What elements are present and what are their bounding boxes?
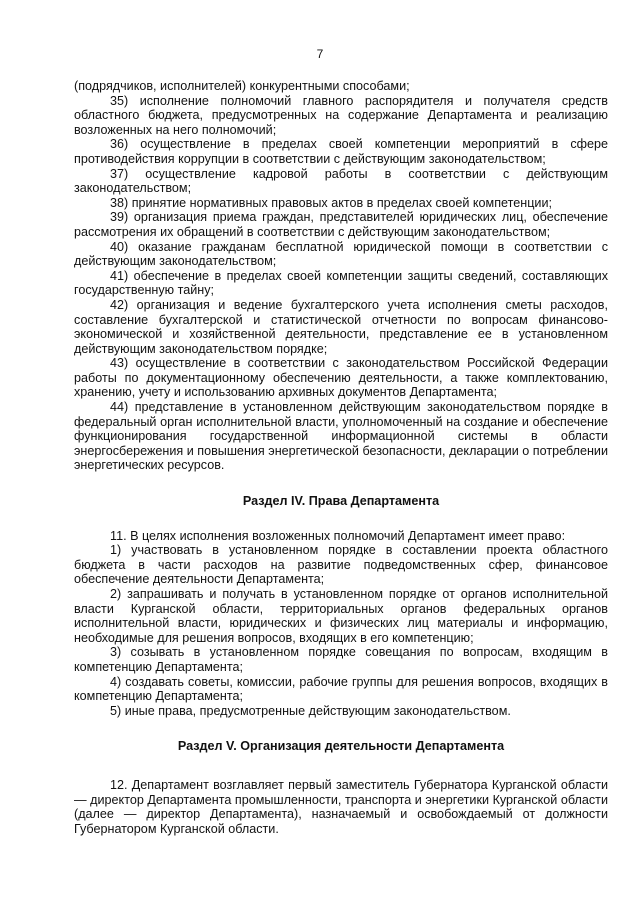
section-heading-v: Раздел V. Организация деятельности Департамента (177, 739, 505, 754)
right-item-4: 4) создавать советы, комиссии, рабочие группы для решения вопросов, входящих в компетенцию Департамента; (74, 674, 608, 704)
list-item-43: 43) осуществление в соответствии с законодательством Российской Федерации работы по документационному обеспечению деятельности, а также комплектованию, хранению, учету и использованию архивных документов Департамента; (74, 356, 608, 400)
list-item-38: 38) принятие нормативных правовых актов в пределах своей компетенции; (110, 195, 552, 210)
document-body (74, 79, 608, 836)
page-number: 7 (316, 47, 324, 61)
list-item-35: 35) исполнение полномочий главного распорядителя и получателя средств областного бюджета, предусмотренных на содержание Департамента и реализацию возложенных на него полномочий; (74, 93, 608, 137)
section-v-paragraph-12: 12. Департамент возглавляет первый заместитель Губернатора Курганской области — директор Департамента промышленности, транспорта и энергетики Курганской области (далее — директор Департамента), назначаемый и освобождаемый от должности Губернатором Курганской области. (74, 777, 608, 836)
list-item-36: 36) осуществление в пределах своей компетенции мероприятий в сфере противодействия коррупции в соответствии с действующим законодательством; (74, 137, 608, 166)
right-item-1: 1) участвовать в установленном порядке в составлении проекта областного бюджета в части расходов на развитие подведомственных сфер, финансовое обеспечение деятельности Департамента; (74, 543, 608, 587)
section-iv-lead: 11. В целях исполнения возложенных полномочий Департамент имеет право: (110, 528, 566, 543)
list-item-42: 42) организация и ведение бухгалтерского учета исполнения сметы расходов, составление бухгалтерской и статистической отчетности по вопросам финансово-экономической и хозяйственной деятельности, представление ее в установленном действующим законодательством порядке; (74, 297, 608, 356)
list-item-41: 41) обеспечение в пределах своей компетенции защиты сведений, составляющих государственную тайну; (74, 268, 608, 298)
right-item-3: 3) созывать в установленном порядке совещания по вопросам, входящим в компетенцию Департамента; (74, 645, 608, 674)
right-item-2: 2) запрашивать и получать в установленном порядке от органов исполнительной власти Курганской области, территориальных органов федеральных органов исполнительной власти, юридических и физических лиц материалы и информацию, необходимые для решения вопросов, входящих в его компетенцию; (74, 587, 608, 645)
right-item-5: 5) иные права, предусмотренные действующим законодательством. (110, 703, 511, 718)
list-item-37: 37) осуществление кадровой работы в соответствии с действующим законодательством; (74, 166, 608, 196)
list-item-39: 39) организация приема граждан, представителей юридических лиц, обеспечение рассмотрения их обращений в соответствии с действующим законодательством; (74, 210, 608, 239)
list-item-44: 44) представление в установленном действующим законодательством порядке в федеральный орган исполнительной власти, уполномоченный на создание и обеспечение функционирования государственной информационной системы в области энергосбережения и повышения энергетической безопасности, декларации о потреблении энергетических ресурсов. (74, 400, 608, 473)
section-heading-iv: Раздел IV. Права Департамента (242, 494, 440, 509)
list-item-40: 40) оказание гражданам бесплатной юридической помощи в соответствии с действующим законодательством; (74, 239, 608, 269)
intro-line: (подрядчиков, исполнителей) конкурентными способами; (74, 79, 410, 93)
